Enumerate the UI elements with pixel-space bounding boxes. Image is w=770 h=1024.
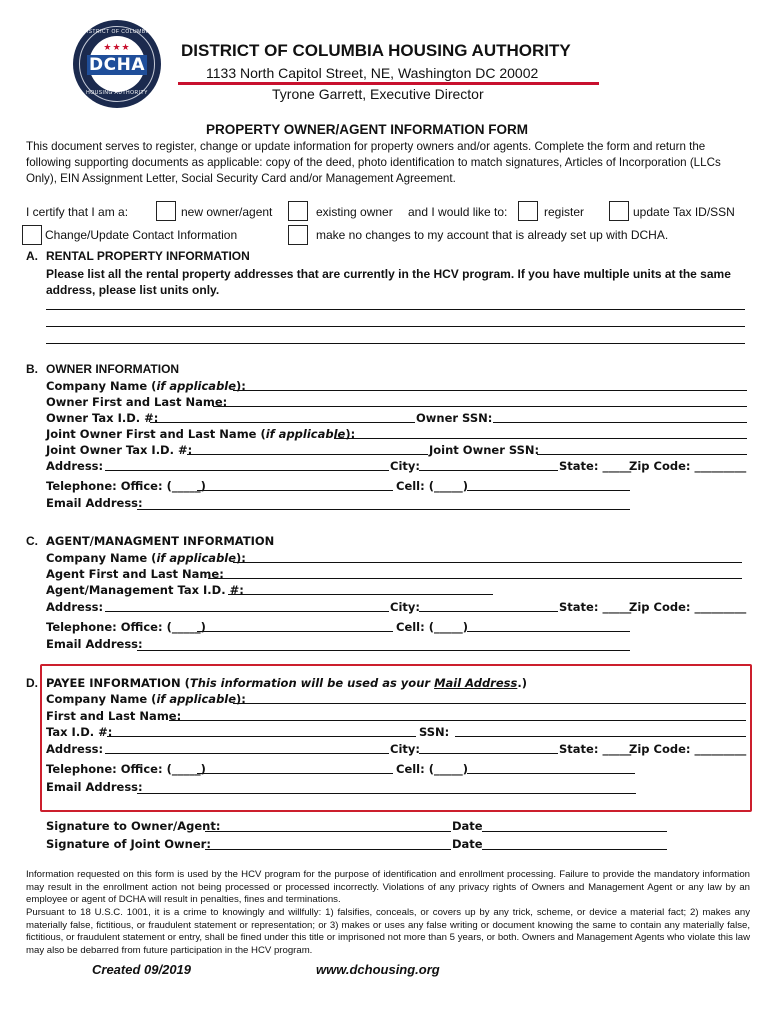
logo-stars: ★★★ [103, 42, 131, 52]
rental-address-line-3[interactable] [46, 343, 745, 344]
owner-city-label: City: [390, 459, 420, 473]
owner-email-label: Email Address: [46, 496, 143, 510]
rental-address-line-2[interactable] [46, 326, 745, 327]
register-checkbox[interactable] [518, 201, 538, 221]
joint-signature-date-field[interactable] [482, 849, 667, 850]
owner-company-field[interactable] [233, 390, 747, 391]
would-like-label: and I would like to: [408, 205, 508, 219]
logo-mark: DCHA [87, 55, 147, 75]
payee-state-label[interactable]: State: _____ [559, 742, 632, 756]
payee-email-field[interactable] [137, 793, 636, 794]
agent-tax-field[interactable] [228, 594, 493, 595]
owner-address-label: Address: [46, 459, 104, 473]
agent-address-label: Address: [46, 600, 104, 614]
new-owner-label: new owner/agent [181, 205, 273, 219]
owner-email-field[interactable] [137, 509, 630, 510]
agent-telephone-field[interactable] [197, 631, 393, 632]
no-changes-label: make no changes to my account that is already set up with DCHA. [316, 228, 669, 242]
legal-notice: Pursuant to 18 U.S.C. 1001, it is a crime to knowingly and willfully: 1) falsifies, conceals, or covers up by any trick, scheme, or device a material fact; 2) makes any materially false, fictitious, or fraudulent statement or representation; or 3) makes or uses any false writing or document knowing the same to contain any materially false, fictitious, or fraudulent statement or entry, shall be fined under this title or imprisoned not more than 5 years, or both. Owners and Management Agents who violate this law may also be debarred from future participation in the HCV program. [26, 907, 750, 956]
agent-city-label: City: [390, 600, 420, 614]
payee-cell-field[interactable] [467, 773, 635, 774]
payee-telephone-label: Telephone: Office: (_____) [46, 762, 206, 776]
section-b-letter: B. [26, 362, 38, 376]
payee-address-field[interactable] [105, 753, 389, 754]
dcha-logo [73, 20, 161, 108]
payee-company-field[interactable] [233, 703, 746, 704]
payee-city-field[interactable] [419, 753, 558, 754]
payee-ssn-field[interactable] [455, 736, 746, 737]
agent-company-label: Company Name (if applicable): [46, 551, 246, 565]
section-a-title: RENTAL PROPERTY INFORMATION [46, 249, 250, 263]
payee-zip-label[interactable]: Zip Code: _________ [629, 742, 747, 756]
register-label: register [544, 205, 585, 219]
agent-tax-label: Agent/Management Tax I.D. #: [46, 583, 244, 597]
agent-zip-label[interactable]: Zip Code: _________ [629, 600, 747, 614]
update-tax-checkbox[interactable] [609, 201, 629, 221]
joint-owner-name-label: Joint Owner First and Last Name (if applicable): [46, 427, 356, 441]
owner-city-field[interactable] [419, 470, 558, 471]
owner-state-label[interactable]: State: _____ [559, 459, 632, 473]
joint-owner-ssn-label: Joint Owner SSN: [429, 443, 540, 457]
owner-signature-label: Signature to Owner/Agent: [46, 819, 221, 833]
owner-tax-label: Owner Tax I.D. #: [46, 411, 159, 425]
agent-name-label: Agent First and Last Name: [46, 567, 224, 581]
payee-tax-field[interactable] [107, 736, 416, 737]
payee-cell-label: Cell: (_____) [396, 762, 468, 776]
agent-email-label: Email Address: [46, 637, 143, 651]
section-b-title: OWNER INFORMATION [46, 362, 180, 376]
org-address: 1133 North Capitol Street, NE, Washington DC 20002 [206, 65, 539, 81]
owner-name-field[interactable] [213, 406, 747, 407]
payee-email-label: Email Address: [46, 780, 143, 794]
joint-signature-field[interactable] [205, 849, 451, 850]
joint-signature-date-label: Date [452, 837, 483, 851]
existing-owner-label: existing owner [316, 205, 393, 219]
owner-zip-label[interactable]: Zip Code: _________ [629, 459, 747, 473]
existing-owner-checkbox[interactable] [288, 201, 308, 221]
section-c-title: AGENT/MANAGMENT INFORMATION [46, 534, 275, 548]
logo-bottom-text: HOUSING AUTHORITY [86, 90, 148, 96]
agent-cell-label: Cell: (_____) [396, 620, 468, 634]
update-tax-label: update Tax ID/SSN [633, 205, 735, 219]
rental-address-line-1[interactable] [46, 309, 745, 310]
no-changes-checkbox[interactable] [288, 225, 308, 245]
owner-cell-label: Cell: (_____) [396, 479, 468, 493]
owner-name-label: Owner First and Last Name: [46, 395, 228, 409]
agent-cell-field[interactable] [467, 631, 630, 632]
owner-tax-field[interactable] [150, 422, 415, 423]
change-contact-label: Change/Update Contact Information [45, 228, 238, 242]
owner-telephone-label: Telephone: Office: (_____) [46, 479, 206, 493]
section-a-instruction: Please list all the rental property addresses that are currently in the HCV program. If you have multiple units at the same address, please list units only. [46, 267, 731, 297]
header-rule [178, 82, 599, 85]
owner-ssn-label: Owner SSN: [416, 411, 493, 425]
created-date: Created 09/2019 [92, 962, 192, 977]
payee-name-label: First and Last Name: [46, 709, 182, 723]
payee-address-label: Address: [46, 742, 104, 756]
joint-owner-name-field[interactable] [334, 438, 747, 439]
website-link[interactable]: www.dchousing.org [316, 962, 440, 977]
joint-signature-label: Signature of Joint Owner: [46, 837, 211, 851]
payee-city-label: City: [390, 742, 420, 756]
privacy-notice: Information requested on this form is used by the HCV program for the purpose of identification and enrollment processing. Failure to provide the mandatory information may result in the enrollment action not being processed or processed incorrectly. Violations of any privacy rights of Owners and Management Agent or any law by an employee or agent of DCHA will result in penalties, fines and terminations. [26, 869, 750, 906]
agent-email-field[interactable] [137, 650, 630, 651]
agent-city-field[interactable] [419, 611, 558, 612]
owner-signature-field[interactable] [205, 831, 451, 832]
logo-top-text: DISTRICT OF COLUMBIA [82, 29, 152, 35]
certify-label: I certify that I am a: [26, 205, 129, 219]
owner-company-label: Company Name (if applicable): [46, 379, 246, 393]
joint-owner-ssn-field[interactable] [537, 454, 747, 455]
owner-signature-date-field[interactable] [482, 831, 667, 832]
payee-telephone-field[interactable] [197, 773, 393, 774]
payee-company-label: Company Name (if applicable): [46, 692, 246, 706]
section-d-title: PAYEE INFORMATION (This information will be used as your Mail Address.) [46, 676, 527, 690]
payee-tax-label: Tax I.D. #: [46, 725, 113, 739]
agent-address-field[interactable] [105, 611, 389, 612]
payee-name-field[interactable] [169, 720, 746, 721]
owner-telephone-field[interactable] [197, 490, 393, 491]
section-a-letter: A. [26, 249, 38, 263]
agent-name-field[interactable] [208, 578, 742, 579]
executive-director: Tyrone Garrett, Executive Director [272, 86, 484, 102]
form-title: PROPERTY OWNER/AGENT INFORMATION FORM [206, 122, 528, 137]
joint-owner-tax-label: Joint Owner Tax I.D. #: [46, 443, 193, 457]
agent-telephone-label: Telephone: Office: (_____) [46, 620, 206, 634]
section-d-letter: D. [26, 676, 38, 690]
owner-ssn-field[interactable] [493, 422, 747, 423]
org-title: DISTRICT OF COLUMBIA HOUSING AUTHORITY [181, 41, 571, 60]
agent-company-field[interactable] [233, 562, 742, 563]
agent-state-label[interactable]: State: _____ [559, 600, 632, 614]
new-owner-checkbox[interactable] [156, 201, 176, 221]
section-c-letter: C. [26, 534, 38, 548]
owner-address-field[interactable] [105, 470, 389, 471]
change-contact-checkbox[interactable] [22, 225, 42, 245]
payee-ssn-label: SSN: [419, 725, 450, 739]
intro-paragraph: This document serves to register, change or update information for property owners and/or agents. Complete the form and return the following supporting documents as applicable: copy of the deed, photo identification to match signatures, Articles of Incorporation (LLCs Only), EIN Assignment Letter, Social Security Card and/or Management Agreement. [26, 140, 721, 185]
joint-owner-tax-field[interactable] [187, 454, 428, 455]
owner-signature-date-label: Date [452, 819, 483, 833]
owner-cell-field[interactable] [467, 490, 630, 491]
